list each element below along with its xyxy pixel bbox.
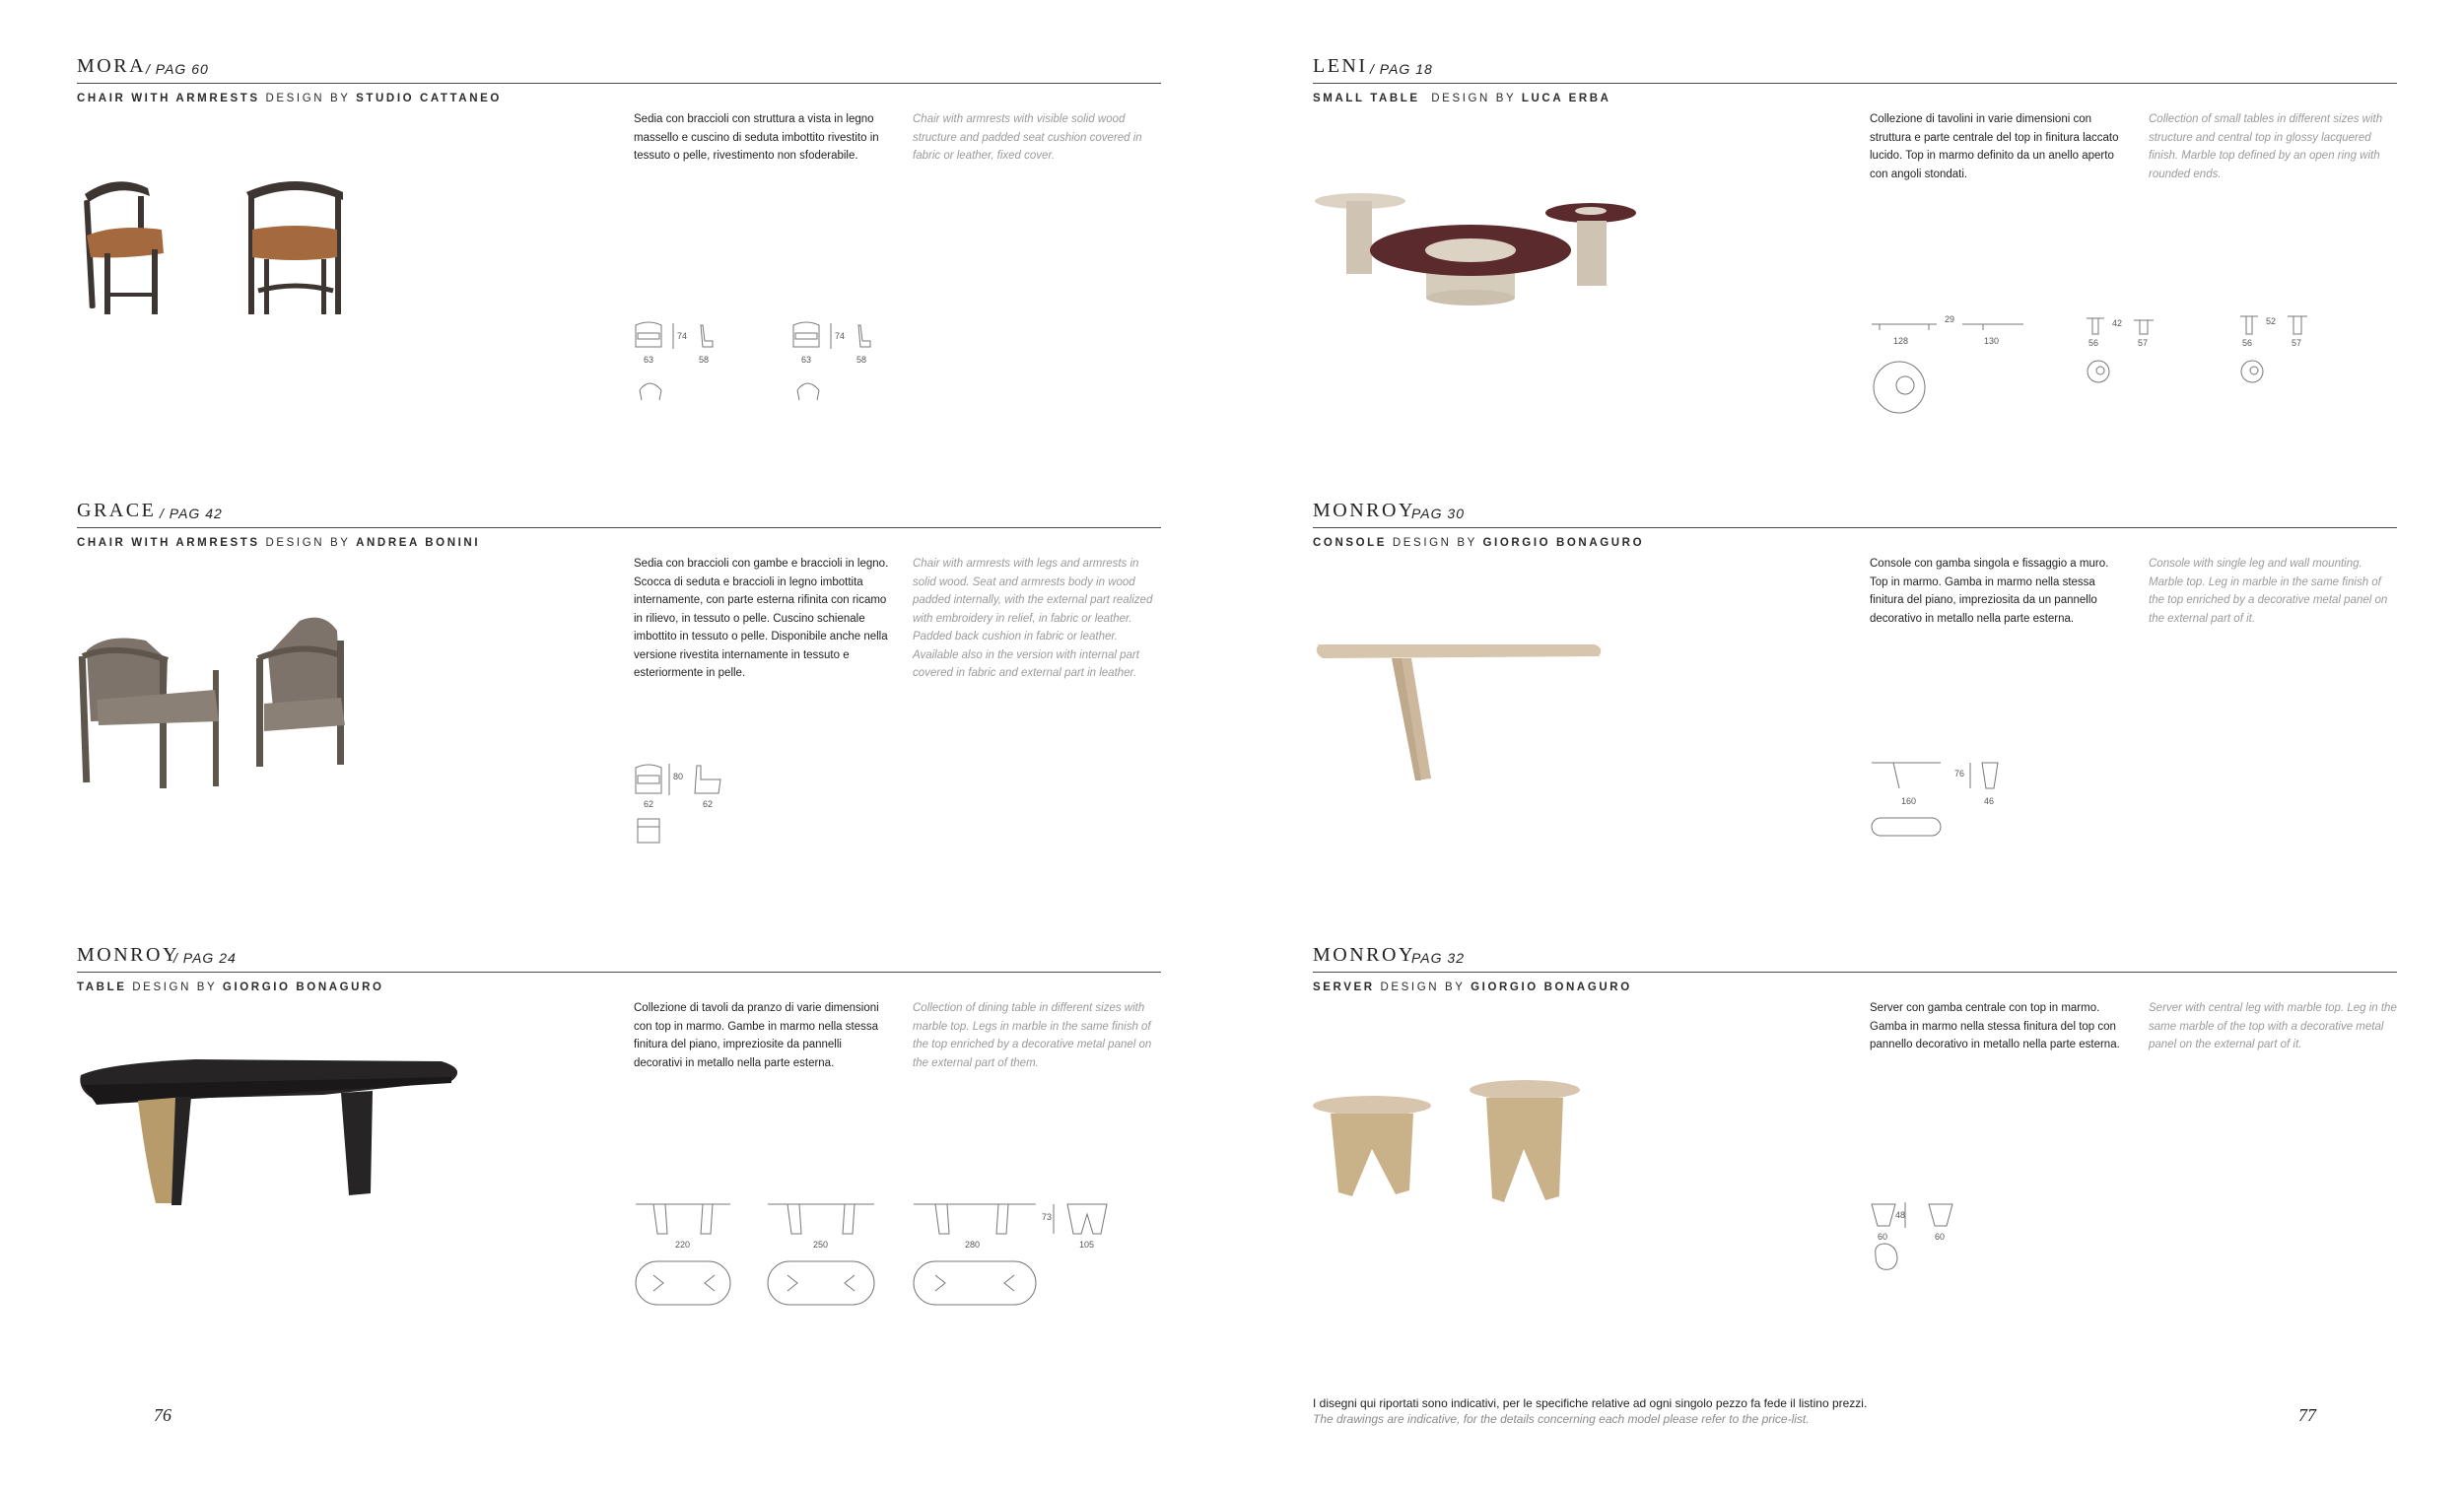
server-small-icon <box>1313 1096 1431 1196</box>
product-name: MONROY <box>1313 500 1415 521</box>
product-section-leni <box>1313 53 2397 467</box>
designer-name: ANDREA BONINI <box>356 537 481 549</box>
grace-chair-photo <box>77 611 392 798</box>
product-section-mora <box>77 53 1161 467</box>
description-english: Collection of dining table in different sizes with marble top. Legs in marble in the same finish of the top enriched by a decorative metal panel on the external part of them. <box>913 1002 1152 1069</box>
dim-height: 74 <box>677 331 688 341</box>
page-reference: / PAG 18 <box>1370 61 1433 77</box>
top-view-drawing-icon <box>1874 362 1925 413</box>
monroy-server-photo <box>1313 1080 1608 1218</box>
product-subtitle <box>77 537 480 549</box>
product-subtitle <box>1313 981 1632 993</box>
product-name: MORA <box>77 55 147 77</box>
dim-depth: 46 <box>1984 796 1995 806</box>
product-name: MONROY <box>77 944 179 966</box>
product-subtitle <box>77 93 502 104</box>
dim-width: 280 <box>965 1240 981 1250</box>
section-title-row <box>77 53 1161 84</box>
product-section-monroy-server <box>1313 942 2397 1356</box>
disclaimer-italian: I disegni qui riportati sono indicativi, per le specifiche relative ad ogni singolo pezzo fa fede il listino prezzi. <box>1313 1396 1868 1410</box>
dim-height: 76 <box>1954 769 1965 778</box>
designer-name: GIORGIO BONAGURO <box>1471 981 1632 993</box>
top-view-drawing-icon <box>638 819 659 843</box>
dim-width: 57 <box>2292 338 2302 348</box>
server-large-icon <box>1470 1080 1580 1202</box>
design-by-label: DESIGN BY <box>265 93 351 104</box>
description-italian: Console con gamba singola e fissaggio a muro. Top in marmo. Gamba in marmo nella stessa finitura del piano, impreziosita da un pannello decorativo in metallo nella parte esterna. <box>1870 558 2109 625</box>
product-name: MONROY <box>1313 944 1415 966</box>
description-italian: Sedia con braccioli con gambe e braccioli in legno. Scocca di seduta e braccioli in legno imbottita internamente, con parte esterna rifinita con ricamo in rilievo, in tessuto o pelle. Cuscino schienale imbottito in tessuto o pelle. Disponibile anche nella versione rivestita internamente in tessuto e esteriormente in pelle. <box>634 558 889 679</box>
dim-width: 130 <box>1984 336 2000 346</box>
description-english: Chair with armrests with legs and armrests in solid wood. Seat and armrests body in wood padded internally, with the external part realized with embroidery in relief, in fabric or leather. Padded back cushion in fabric or leather. Available also in the version with internal part covered in fabric and external part in leather. <box>913 558 1153 679</box>
designer-name: LUCA ERBA <box>1521 93 1611 104</box>
designer-name: STUDIO CATTANEO <box>356 93 502 104</box>
section-title-row <box>1313 498 2397 528</box>
mora-chair-photo <box>77 167 353 324</box>
product-type: SERVER <box>1313 981 1375 993</box>
leni-technical-drawings <box>1870 314 2382 433</box>
product-section-grace <box>77 498 1161 912</box>
monroy-server-technical-drawings <box>1870 1200 2027 1299</box>
description-english: Collection of small tables in different sizes with structure and central top in glossy lacquered finish. Marble top defined by an open ring with rounded ends. <box>2149 113 2383 180</box>
design-by-label: DESIGN BY <box>132 981 218 993</box>
monroy-console-photo <box>1313 641 1608 798</box>
chair-side-drawing-icon <box>701 325 713 347</box>
page-reference: / PAG 60 <box>146 61 209 77</box>
dim-depth: 105 <box>1079 1240 1095 1250</box>
grace-chair-angle-icon <box>79 639 219 788</box>
top-view-drawing-icon <box>636 1261 730 1305</box>
description-english: Server with central leg with marble top. Leg in the same marble of the top with a decorative metal panel on the external part of it. <box>2149 1002 2397 1050</box>
section-title-row <box>1313 53 2397 84</box>
dim-depth: 58 <box>699 355 710 365</box>
dim-height: 52 <box>2266 316 2277 326</box>
design-by-label: DESIGN BY <box>1380 981 1466 993</box>
dining-table-icon <box>80 1059 457 1205</box>
product-subtitle <box>1313 93 1611 104</box>
section-title-row <box>77 498 1161 528</box>
disclaimer-english: The drawings are indicative, for the details concerning each model please refer to the price-list. <box>1313 1412 1810 1426</box>
page-reference: PAG 32 <box>1411 950 1465 966</box>
designer-name: GIORGIO BONAGURO <box>222 981 384 993</box>
description-english: Chair with armrests with visible solid wood structure and padded seat cushion covered in fabric or leather, fixed cover. <box>913 113 1142 162</box>
product-section-monroy-console <box>1313 498 2397 912</box>
product-type: CHAIR WITH ARMRESTS <box>77 93 260 104</box>
monroy-table-photo <box>77 1055 471 1223</box>
product-type: SMALL TABLE <box>1313 93 1420 104</box>
dim-height: 80 <box>673 772 684 781</box>
dim-width: 62 <box>644 799 654 809</box>
dim-width: 63 <box>644 355 654 365</box>
dim-depth: 58 <box>856 355 867 365</box>
dim-width: 128 <box>1893 336 1909 346</box>
design-by-label: DESIGN BY <box>1392 537 1477 549</box>
description-italian: Sedia con braccioli con struttura a vista in legno massello e cuscino di seduta imbottito rivestito in tessuto o pelle, rivestimento non sfoderabile. <box>634 113 879 162</box>
designer-name: GIORGIO BONAGURO <box>1482 537 1645 549</box>
dim-width: 160 <box>1901 796 1917 806</box>
description-english: Console with single leg and wall mounting. Marble top. Leg in marble in the same finish of the top enriched by a decorative metal panel on the external part of it. <box>2149 558 2388 625</box>
top-view-drawing-icon <box>1876 1244 1897 1269</box>
description-italian: Collezione di tavoli da pranzo di varie dimensioni con top in marmo. Gambe in marmo nella stessa finitura del piano, impreziosite da pannelli decorativi in metallo nella parte esterna. <box>634 1002 879 1069</box>
dim-width: 56 <box>2088 338 2099 348</box>
dim-width: 220 <box>675 1240 691 1250</box>
mora-chair-angle-icon <box>84 181 164 314</box>
dim-height: 29 <box>1945 314 1955 324</box>
design-by-label: DESIGN BY <box>265 537 351 549</box>
chair-front-drawing-icon <box>636 765 661 793</box>
dim-width: 60 <box>1935 1232 1946 1242</box>
dim-height: 74 <box>835 331 846 341</box>
section-title-row <box>1313 942 2397 973</box>
page-reference: / PAG 24 <box>173 950 237 966</box>
dim-height: 42 <box>2112 318 2123 328</box>
monroy-console-technical-drawings <box>1870 759 2027 877</box>
description-italian: Server con gamba centrale con top in marmo. Gamba in marmo nella stessa finitura del top con pannello decorativo in metallo nella parte esterna. <box>1870 1002 2120 1050</box>
page-number-left: 76 <box>154 1405 171 1425</box>
dim-width: 57 <box>2138 338 2149 348</box>
dim-depth: 62 <box>703 799 714 809</box>
product-type: CHAIR WITH ARMRESTS <box>77 537 260 549</box>
section-title-row <box>77 942 1161 973</box>
product-subtitle <box>77 981 384 993</box>
product-name: GRACE <box>77 500 157 521</box>
dim-width: 250 <box>813 1240 829 1250</box>
top-view-drawing-icon <box>640 383 661 400</box>
page-reference: PAG 30 <box>1411 506 1465 521</box>
dim-height: 73 <box>1042 1212 1053 1222</box>
dim-width: 56 <box>2242 338 2253 348</box>
chair-front-drawing-icon <box>636 322 661 347</box>
grace-chair-back-icon <box>256 618 345 767</box>
dim-width: 63 <box>801 355 812 365</box>
chair-side-drawing-icon <box>695 766 720 793</box>
dim-height: 48 <box>1895 1210 1906 1220</box>
grace-technical-drawings <box>634 762 791 870</box>
product-section-monroy-table <box>77 942 1161 1356</box>
page-number-right: 77 <box>2298 1405 2316 1425</box>
product-name: LENI <box>1313 55 1368 77</box>
monroy-table-technical-drawings <box>634 1200 1146 1319</box>
console-icon <box>1317 644 1602 780</box>
page-reference: / PAG 42 <box>160 506 223 521</box>
leni-ring-table-icon <box>1370 225 1571 305</box>
design-by-label: DESIGN BY <box>1431 93 1517 104</box>
dim-width: 60 <box>1878 1232 1888 1242</box>
mora-technical-drawings <box>634 319 929 428</box>
leni-tables-photo <box>1313 191 1638 339</box>
product-subtitle <box>1313 537 1644 549</box>
disclaimer-note <box>1313 1395 2101 1427</box>
mora-chair-front-icon <box>246 181 343 314</box>
product-type: CONSOLE <box>1313 537 1388 549</box>
description-italian: Collezione di tavolini in varie dimensioni con struttura e parte centrale del top in finitura laccato lucido. Top in marmo definito da un anello aperto con angoli stondati. <box>1870 113 2119 180</box>
table-drawing-icon <box>1872 1204 1895 1226</box>
product-type: TABLE <box>77 981 127 993</box>
top-view-drawing-icon <box>1872 818 1941 836</box>
